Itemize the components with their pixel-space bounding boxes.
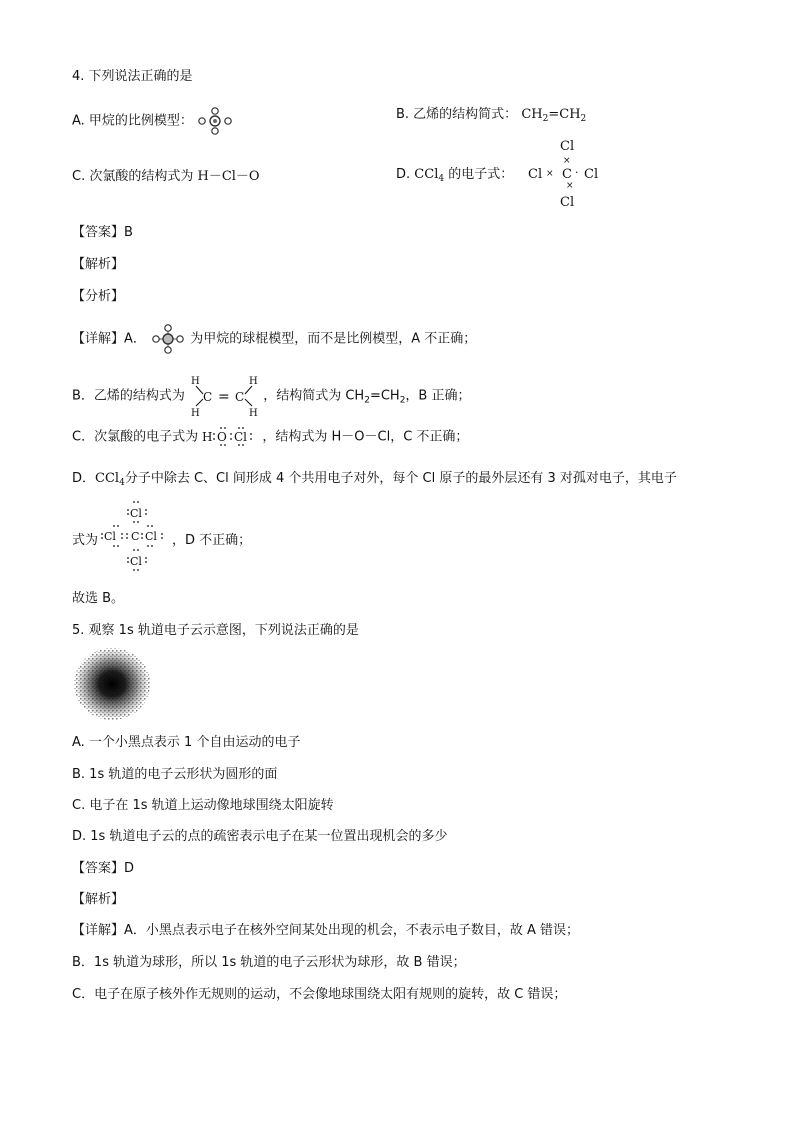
q5-answer: 【答案】D [72, 861, 135, 876]
svg-text:O: O [217, 430, 228, 444]
svg-text:Cl: Cl [130, 555, 142, 568]
q4-detail-d: D．CCl$_4$分子中除去 C、Cl 间形成 4 个共用电子对外，每个 Cl 原子的最外层还有 3 对孤对电子，其电子 [72, 471, 677, 488]
q5-jiexi: 【解析】 [72, 892, 125, 907]
svg-text:H: H [191, 376, 200, 387]
ccl4-electron-formula-correct [100, 496, 172, 576]
svg-text:H: H [249, 376, 258, 387]
svg-text:Cl: Cl [130, 507, 142, 520]
electron-cloud-1s-image [72, 646, 152, 722]
q4-option-d-ccl4: CCl$_4$ [414, 167, 445, 184]
svg-text:×: × [563, 156, 571, 166]
q4-option-d-label: D. [396, 167, 411, 182]
svg-text:Cl: Cl [104, 530, 116, 543]
svg-text:×: × [566, 181, 574, 191]
q4-option-c-label: C. 次氯酸的结构式为 [72, 169, 194, 184]
q4-option-b-label: B. 乙烯的结构简式： [396, 107, 518, 122]
q4-detail-d2: 式为 [72, 533, 99, 548]
svg-text:·: · [575, 166, 579, 179]
q4-option-d-suffix: 的电子式： [448, 167, 514, 182]
svg-text:Cl: Cl [145, 530, 157, 543]
svg-text:C: C [203, 390, 213, 404]
q4-fenxi: 【分析】 [72, 289, 125, 304]
q5-detail-c: C．电子在原子核外作无规则的运动，不会像地球围绕太阳有规则的旋转，故 C 错误； [72, 987, 567, 1002]
methane-model-icon [197, 106, 233, 136]
ccl4-right-cl: Cl [584, 167, 599, 182]
methane-ball-stick-icon [150, 323, 186, 355]
svg-text:H: H [249, 408, 258, 418]
q4-detail-b: B．乙烯的结构式为 H H H H C = C ，结构简式为 $CH_2=CH_2$，B 正确； [72, 376, 471, 418]
ccl4-electron-formula-wrong [526, 136, 610, 210]
svg-text:Cl: Cl [234, 430, 248, 444]
ccl4-top-cl: Cl [560, 139, 575, 154]
ccl4-bottom-cl: Cl [560, 195, 575, 210]
q4-option-a-label: A. 甲烷的比例模型： [72, 113, 193, 129]
q4-conclusion: 故选 B。 [72, 591, 125, 606]
svg-text:C: C [131, 530, 140, 543]
hocl-electron-formula [202, 426, 258, 448]
q4-stem: 4. 下列说法正确的是 [72, 69, 193, 84]
q5-option-b: B. 1s 轨道的电子云形状为圆形的面 [72, 767, 278, 782]
q5-stem: 5. 观察 1s 轨道电子云示意图，下列说法正确的是 [72, 623, 359, 638]
q4-jiexi: 【解析】 [72, 257, 125, 272]
svg-text:=: = [218, 389, 230, 405]
ccl4-left-cl: Cl [528, 167, 543, 182]
q4-detail-d2-post: ，D 不正确； [172, 533, 252, 548]
q5-option-c: C. 电子在 1s 轨道上运动像地球围绕太阳旋转 [72, 798, 334, 813]
q5-option-a: A. 一个小黑点表示 1 个自由运动的电子 [72, 735, 301, 750]
q5-detail-a: 【详解】A．小黑点表示电子在核外空间某处出现的机会，不表示电子数目，故 A 错误； [72, 923, 580, 938]
q4-option-b-formula: $CH_2=CH_2$ [521, 107, 587, 124]
ccl4-center-c: C [562, 167, 572, 182]
svg-text:C: C [235, 390, 245, 404]
q5-option-d: D. 1s 轨道电子云的点的疏密表示电子在某一位置出现机会的多少 [72, 829, 448, 844]
q4-option-d [396, 166, 513, 184]
q4-detail-a: 【详解】A． 为甲烷的球棍模型，而不是比例模型，A 不正确； [72, 323, 476, 355]
q4-option-c-formula: H－Cl－O [197, 169, 260, 184]
svg-text:H: H [191, 408, 200, 418]
q4-option-b [396, 106, 586, 124]
svg-text:H: H [202, 430, 213, 444]
svg-text:×: × [546, 169, 554, 179]
q4-answer: 【答案】B [72, 225, 133, 240]
q5-detail-b: B．1s 轨道为球形，所以 1s 轨道的电子云形状为球形，故 B 错误； [72, 955, 466, 970]
q4-option-a [72, 106, 233, 136]
q4-option-c [72, 168, 260, 186]
ethylene-structural-formula [189, 374, 259, 418]
q4-detail-c: C．次氯酸的电子式为 H O Cl ，结构式为 H－O－Cl，C 不正确； [72, 426, 468, 448]
